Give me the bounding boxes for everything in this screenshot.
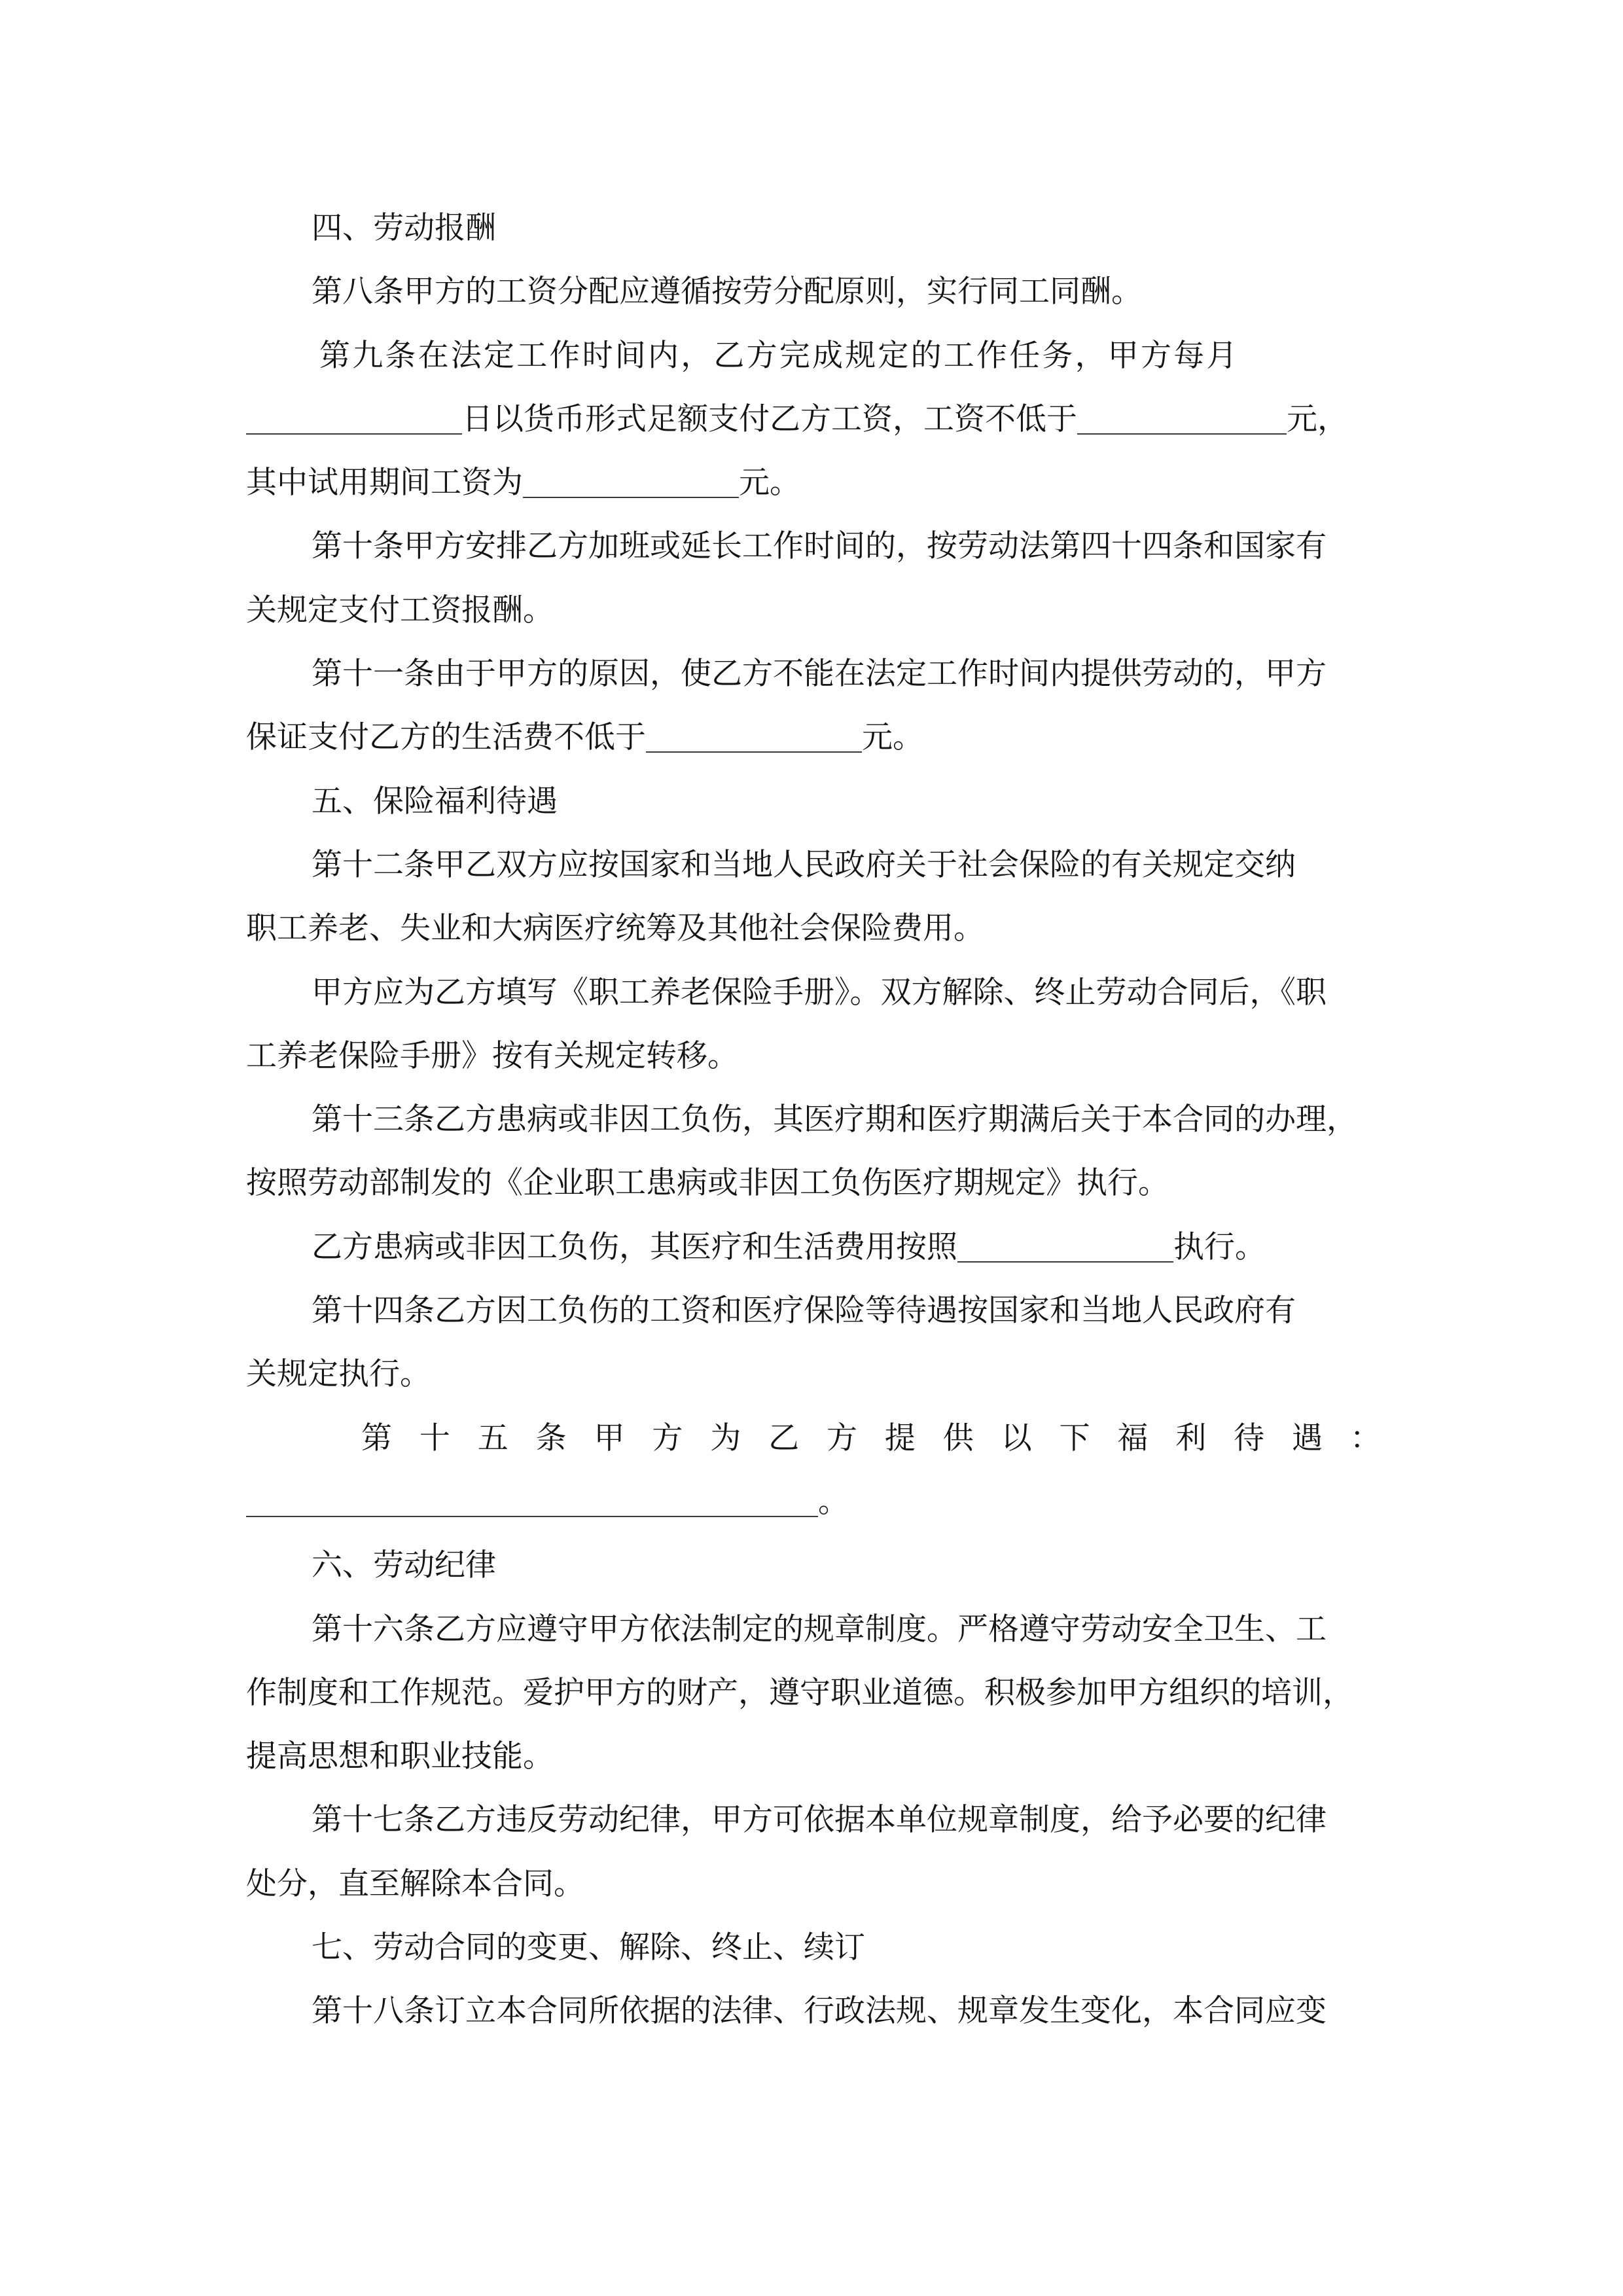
article-text: 日以货币形式足额支付乙方工资，工资不低于 (462, 401, 1077, 437)
article-text: 处分，直至解除本合同。 (246, 1865, 584, 1902)
article-text: 第十三条乙方患病或非因工负伤，其医疗期和医疗期满后关于本合同的办理， (312, 1102, 1357, 1138)
article-11-line-1 (246, 642, 1381, 706)
article-text: 职工养老、失业和大病医疗统筹及其他社会保险费用。 (246, 910, 984, 947)
article-char: 方 (652, 1420, 683, 1456)
article-13-line-1 (246, 1088, 1381, 1151)
article-text: 作制度和工作规范。爱护甲方的财产，遵守职业道德。积极参加甲方组织的培训， (246, 1674, 1353, 1711)
article-16-line-1 (246, 1598, 1381, 1661)
article-8 (246, 260, 1381, 323)
article-12-line-2 (246, 897, 1381, 960)
article-16-line-3 (246, 1725, 1381, 1788)
article-12-line-1 (246, 833, 1381, 897)
article-9-line-2 (246, 387, 1381, 451)
article-char: 五 (477, 1420, 508, 1456)
article-text: 关规定支付工资报酬。 (246, 592, 554, 628)
article-text: 甲方应为乙方填写《职工养老保险手册》。双方解除、终止劳动合同后，《职 (312, 974, 1327, 1011)
article-text: 第八条甲方的工资分配应遵循按劳分配原则，实行同工同酬。 (312, 274, 1142, 310)
living-allowance-blank[interactable] (646, 713, 862, 753)
article-char: 为 (710, 1420, 741, 1456)
minimum-wage-blank[interactable] (1077, 395, 1287, 435)
article-char: 提 (884, 1420, 916, 1456)
article-17-line-2 (246, 1852, 1381, 1916)
article-15-line-2 (246, 1470, 1381, 1534)
section-heading-contract-change (246, 1916, 1381, 1979)
article-char: 甲 (594, 1420, 625, 1456)
article-text: 保证支付乙方的生活费不低于 (246, 719, 646, 756)
article-17-line-1 (246, 1788, 1381, 1852)
article-9-line-1 (246, 324, 1381, 387)
section-heading-insurance (246, 770, 1381, 833)
article-text: 第十四条乙方因工负伤的工资和医疗保险等待遇按国家和当地人民政府有 (312, 1293, 1296, 1329)
article-text: 元， (1287, 401, 1348, 437)
article-10-line-2 (246, 579, 1381, 642)
section-heading-text: 六、劳动纪律 (312, 1547, 496, 1584)
article-text: 关规定执行。 (246, 1356, 431, 1393)
article-char: 利 (1175, 1420, 1207, 1456)
article-text: 执行。 (1173, 1229, 1266, 1265)
section-heading-text: 四、劳动报酬 (312, 210, 496, 246)
article-char: 以 (1001, 1420, 1032, 1456)
probation-wage-blank[interactable] (523, 459, 739, 498)
section-heading-text: 五、保险福利待遇 (312, 783, 558, 819)
article-char: 下 (1059, 1420, 1090, 1456)
article-char: 方 (827, 1420, 857, 1456)
article-text: 乙方患病或非因工负伤，其医疗和生活费用按照 (312, 1229, 957, 1265)
article-text: 第九条在法定工作时间内，乙方完成规定的工作任务，甲方每月 (319, 337, 1240, 374)
article-16-line-2 (246, 1661, 1381, 1725)
article-text: 元。 (862, 719, 923, 756)
article-text: 其中试用期间工资为 (246, 465, 523, 501)
article-10-line-1 (246, 514, 1381, 578)
article-text: 提高思想和职业技能。 (246, 1738, 554, 1775)
article-text: 元。 (739, 465, 800, 501)
article-char: 第 (361, 1420, 392, 1456)
article-char: ： (1349, 1420, 1381, 1456)
welfare-benefits-blank[interactable] (246, 1478, 818, 1517)
section-heading-text: 七、劳动合同的变更、解除、终止、续订 (312, 1929, 865, 1966)
pension-clause-line-1 (246, 961, 1381, 1024)
section-heading-remuneration (246, 196, 1381, 260)
article-char: 乙 (768, 1420, 800, 1456)
article-text: 第十条甲方安排乙方加班或延长工作时间的，按劳动法第四十四条和国家有 (312, 528, 1327, 565)
article-char: 十 (419, 1420, 450, 1456)
section-heading-discipline (246, 1534, 1381, 1597)
article-14-line-1 (246, 1279, 1381, 1342)
pension-clause-line-2 (246, 1024, 1381, 1088)
article-text: 工养老保险手册》按有关规定转移。 (246, 1037, 738, 1074)
medical-expense-clause (246, 1215, 1381, 1279)
article-11-line-2 (246, 706, 1381, 769)
article-char: 待 (1234, 1420, 1265, 1456)
article-13-line-2 (246, 1151, 1381, 1215)
article-char: 遇 (1292, 1420, 1323, 1456)
article-text: 按照劳动部制发的《企业职工患病或非因工负伤医疗期规定》执行。 (246, 1165, 1169, 1202)
article-14-line-2 (246, 1342, 1381, 1406)
article-18-line-1 (246, 1979, 1381, 2043)
article-text: 第十一条由于甲方的原因，使乙方不能在法定工作时间内提供劳动的，甲方 (312, 656, 1327, 692)
article-char: 福 (1117, 1420, 1149, 1456)
contract-body (246, 196, 1381, 2043)
article-text: 。 (818, 1483, 849, 1520)
article-char: 供 (942, 1420, 974, 1456)
article-char: 条 (535, 1420, 567, 1456)
article-text: 第十二条甲乙双方应按国家和当地人民政府关于社会保险的有关规定交纳 (312, 846, 1296, 883)
article-9-line-3 (246, 451, 1381, 514)
pay-day-blank[interactable] (246, 395, 462, 435)
medical-expense-blank[interactable] (957, 1223, 1173, 1263)
article-text: 第十六条乙方应遵守甲方依法制定的规章制度。严格遵守劳动安全卫生、工 (312, 1611, 1327, 1647)
article-text: 第十七条乙方违反劳动纪律，甲方可依据本单位规章制度，给予必要的纪律 (312, 1802, 1327, 1839)
article-text: 第十八条订立本合同所依据的法律、行政法规、规章发生变化，本合同应变 (312, 1993, 1327, 2030)
article-15-line-1 (246, 1407, 1381, 1470)
